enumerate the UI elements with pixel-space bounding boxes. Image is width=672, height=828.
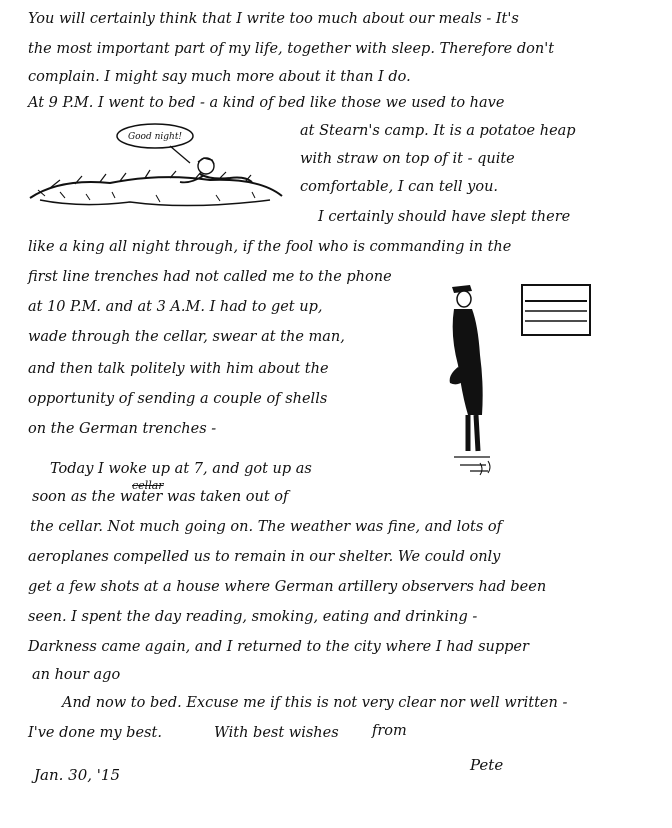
letter-line-22: Darkness came again, and I returned to the city where I had supper <box>28 639 529 655</box>
letter-line-18: the cellar. Not much going on. The weather was fine, and lots of <box>30 519 502 535</box>
letter-line-1: You will certainly think that I write too much about our meals - It's <box>28 11 519 27</box>
letter-line-2: the most important part of my life, together with sleep. Therefore don't <box>28 41 555 57</box>
letter-line-17: soon as the water was taken out of <box>32 489 289 505</box>
letter-line-16: Today I woke up at 7, and got up as <box>50 461 312 477</box>
letter-line-19: aeroplanes compelled us to remain in our shelter. We could only <box>28 549 501 565</box>
letter-line-5: at Stearn's camp. It is a potatoe heap <box>300 123 576 139</box>
letter-line-25: I've done my best. <box>28 725 162 741</box>
letter-line-24: And now to bed. Excuse me if this is not very clear nor well written - <box>62 695 568 711</box>
letter-line-12: wade through the cellar, swear at the man, <box>28 329 345 345</box>
letter-date: Jan. 30, '15 <box>34 766 120 784</box>
letter-line-9: like a king all night through, if the fool who is commanding in the <box>28 239 512 255</box>
letter-line-14: opportunity of sending a couple of shells <box>28 391 328 407</box>
letter-line-8: I certainly should have slept there <box>318 209 571 225</box>
letter-line-11: at 10 P.M. and at 3 A.M. I had to get up, <box>28 299 323 315</box>
letter-line-3: complain. I might say much more about it than I do. <box>28 69 411 85</box>
soldier-standing-sketch <box>440 275 600 495</box>
letter-line-23: an hour ago <box>32 667 121 683</box>
closing-line: With best wishes <box>214 725 339 741</box>
letter-line-20: get a few shots at a house where German artillery observers had been <box>28 579 547 595</box>
letter-line-15: on the German trenches - <box>28 421 217 437</box>
signature: Pete <box>470 756 504 774</box>
soldier-sleeping-sketch <box>20 118 290 218</box>
letter-line-10: first line trenches had not called me to the phone <box>28 269 392 285</box>
speech-bubble-text: Good night! <box>127 132 183 142</box>
letter-line-13: and then talk politely with him about the <box>28 361 329 377</box>
struck-word: cellar <box>132 479 164 492</box>
letter-line-7: comfortable, I can tell you. <box>300 179 499 195</box>
closing-from: from <box>372 723 407 739</box>
letter-line-21: seen. I spent the day reading, smoking, eating and drinking - <box>28 609 478 625</box>
letter-line-4: At 9 P.M. I went to bed - a kind of bed like those we used to have <box>28 95 505 111</box>
letter-line-6: with straw on top of it - quite <box>300 151 515 167</box>
